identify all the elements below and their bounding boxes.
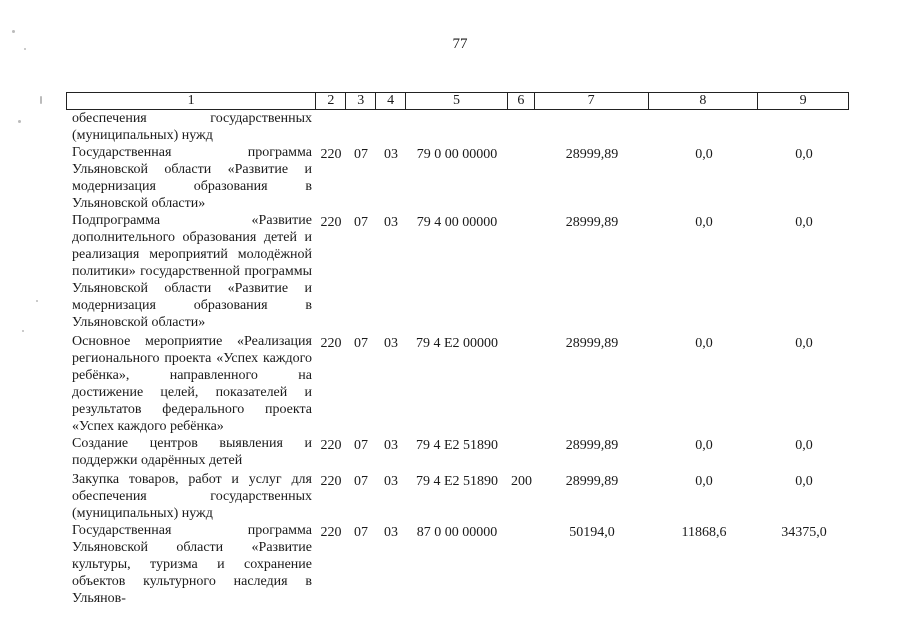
row-c9: 34375,0 — [781, 525, 827, 540]
table-header — [66, 92, 849, 110]
row-c6 — [508, 333, 535, 335]
header-col-5: 5 — [406, 93, 508, 109]
row-name: Подпрограмма «Развитие дополнительного образования детей и реализация мероприятий молодёжной политики» государственной программы Ульяновской области «Развитие и модернизация образования в Ульяновской области» — [72, 213, 312, 330]
row-c9: 0,0 — [795, 438, 813, 453]
row-c3 — [346, 110, 376, 112]
row-c6 — [508, 144, 535, 146]
row-c5: 79 4 E2 51890 — [415, 474, 499, 489]
row-c4: 03 — [384, 215, 398, 230]
table-row — [66, 110, 849, 144]
row-c9: 0,0 — [795, 336, 813, 351]
row-c3: 07 — [354, 215, 368, 230]
row-c3: 07 — [354, 525, 368, 540]
row-c8 — [649, 110, 759, 112]
page-number: 77 — [452, 36, 468, 52]
row-c4: 03 — [384, 147, 398, 162]
row-c7: 28999,89 — [565, 474, 619, 489]
row-c4: 03 — [384, 336, 398, 351]
row-c5: 79 4 00 00000 — [416, 215, 498, 230]
row-c4: 03 — [384, 474, 398, 489]
row-c6 — [508, 522, 535, 524]
scan-speck — [22, 330, 24, 332]
row-c9 — [759, 110, 849, 112]
row-c3: 07 — [354, 147, 368, 162]
table-row — [66, 212, 849, 333]
row-c8: 0,0 — [695, 438, 713, 453]
scan-speck — [18, 120, 21, 123]
row-name: Государственная программа Ульяновской области «Развитие культуры, туризма и сохранение объектов культурного наследия в Ульянов- — [72, 523, 312, 606]
row-c7: 28999,89 — [565, 215, 619, 230]
row-c8: 0,0 — [695, 336, 713, 351]
scan-speck — [24, 48, 26, 50]
scan-speck — [12, 30, 15, 33]
row-c7: 28999,89 — [565, 147, 619, 162]
table-row — [66, 144, 849, 212]
row-c2: 220 — [320, 438, 342, 453]
header-col-8: 8 — [649, 93, 759, 109]
scan-speck — [36, 300, 38, 302]
row-name: обеспечения государственных (муниципальных) нужд — [72, 111, 312, 143]
row-c4 — [376, 110, 406, 112]
header-col-6: 6 — [508, 93, 535, 109]
row-c8: 11868,6 — [681, 525, 727, 540]
row-c3: 07 — [354, 336, 368, 351]
row-c2: 220 — [320, 525, 342, 540]
row-c8: 0,0 — [695, 474, 713, 489]
row-c3: 07 — [354, 438, 368, 453]
row-c6 — [508, 435, 535, 437]
row-c5: 79 4 E2 51890 — [415, 438, 499, 453]
row-c7: 50194,0 — [569, 525, 615, 540]
header-col-1: 1 — [67, 93, 316, 109]
row-c5 — [406, 110, 508, 112]
table-body — [66, 110, 849, 606]
row-c5: 87 0 00 00000 — [416, 525, 498, 540]
row-name: Создание центров выявления и поддержки одарённых детей — [72, 436, 312, 468]
row-c8: 0,0 — [695, 147, 713, 162]
header-col-7: 7 — [535, 93, 649, 109]
row-c3: 07 — [354, 474, 368, 489]
row-name: Государственная программа Ульяновской области «Развитие и модернизация образования в Ульяновской области» — [72, 145, 312, 211]
row-c2: 220 — [320, 215, 342, 230]
table-row — [66, 435, 849, 471]
row-c2: 220 — [320, 336, 342, 351]
row-c2: 220 — [320, 474, 342, 489]
row-name: Основное мероприятие «Реализация регионального проекта «Успех каждого ребёнка», направленного на достижение целей, показателей и результатов федерального проекта «Успех каждого ребёнка» — [72, 334, 312, 434]
row-c4: 03 — [384, 438, 398, 453]
row-c2 — [316, 110, 346, 112]
table-row — [66, 471, 849, 522]
table-row — [66, 522, 849, 606]
header-col-3: 3 — [346, 93, 376, 109]
row-c2: 220 — [320, 147, 342, 162]
row-c8: 0,0 — [695, 215, 713, 230]
row-c9: 0,0 — [795, 147, 813, 162]
row-c5: 79 0 00 00000 — [416, 147, 498, 162]
row-c7 — [535, 110, 649, 112]
row-c6: 200 — [511, 474, 532, 489]
row-name: Закупка товаров, работ и услуг для обеспечения государственных (муниципальных) нужд — [72, 472, 312, 521]
row-c7: 28999,89 — [565, 336, 619, 351]
row-c4: 03 — [384, 525, 398, 540]
row-c6 — [508, 110, 535, 112]
row-c9: 0,0 — [795, 474, 813, 489]
header-col-9: 9 — [799, 93, 807, 108]
row-c9: 0,0 — [795, 215, 813, 230]
row-c7: 28999,89 — [565, 438, 619, 453]
scan-speck — [40, 96, 42, 104]
table-row — [66, 333, 849, 435]
header-col-2: 2 — [316, 93, 346, 109]
row-c5: 79 4 E2 00000 — [415, 336, 499, 351]
row-c6 — [508, 212, 535, 214]
header-col-4: 4 — [376, 93, 406, 109]
